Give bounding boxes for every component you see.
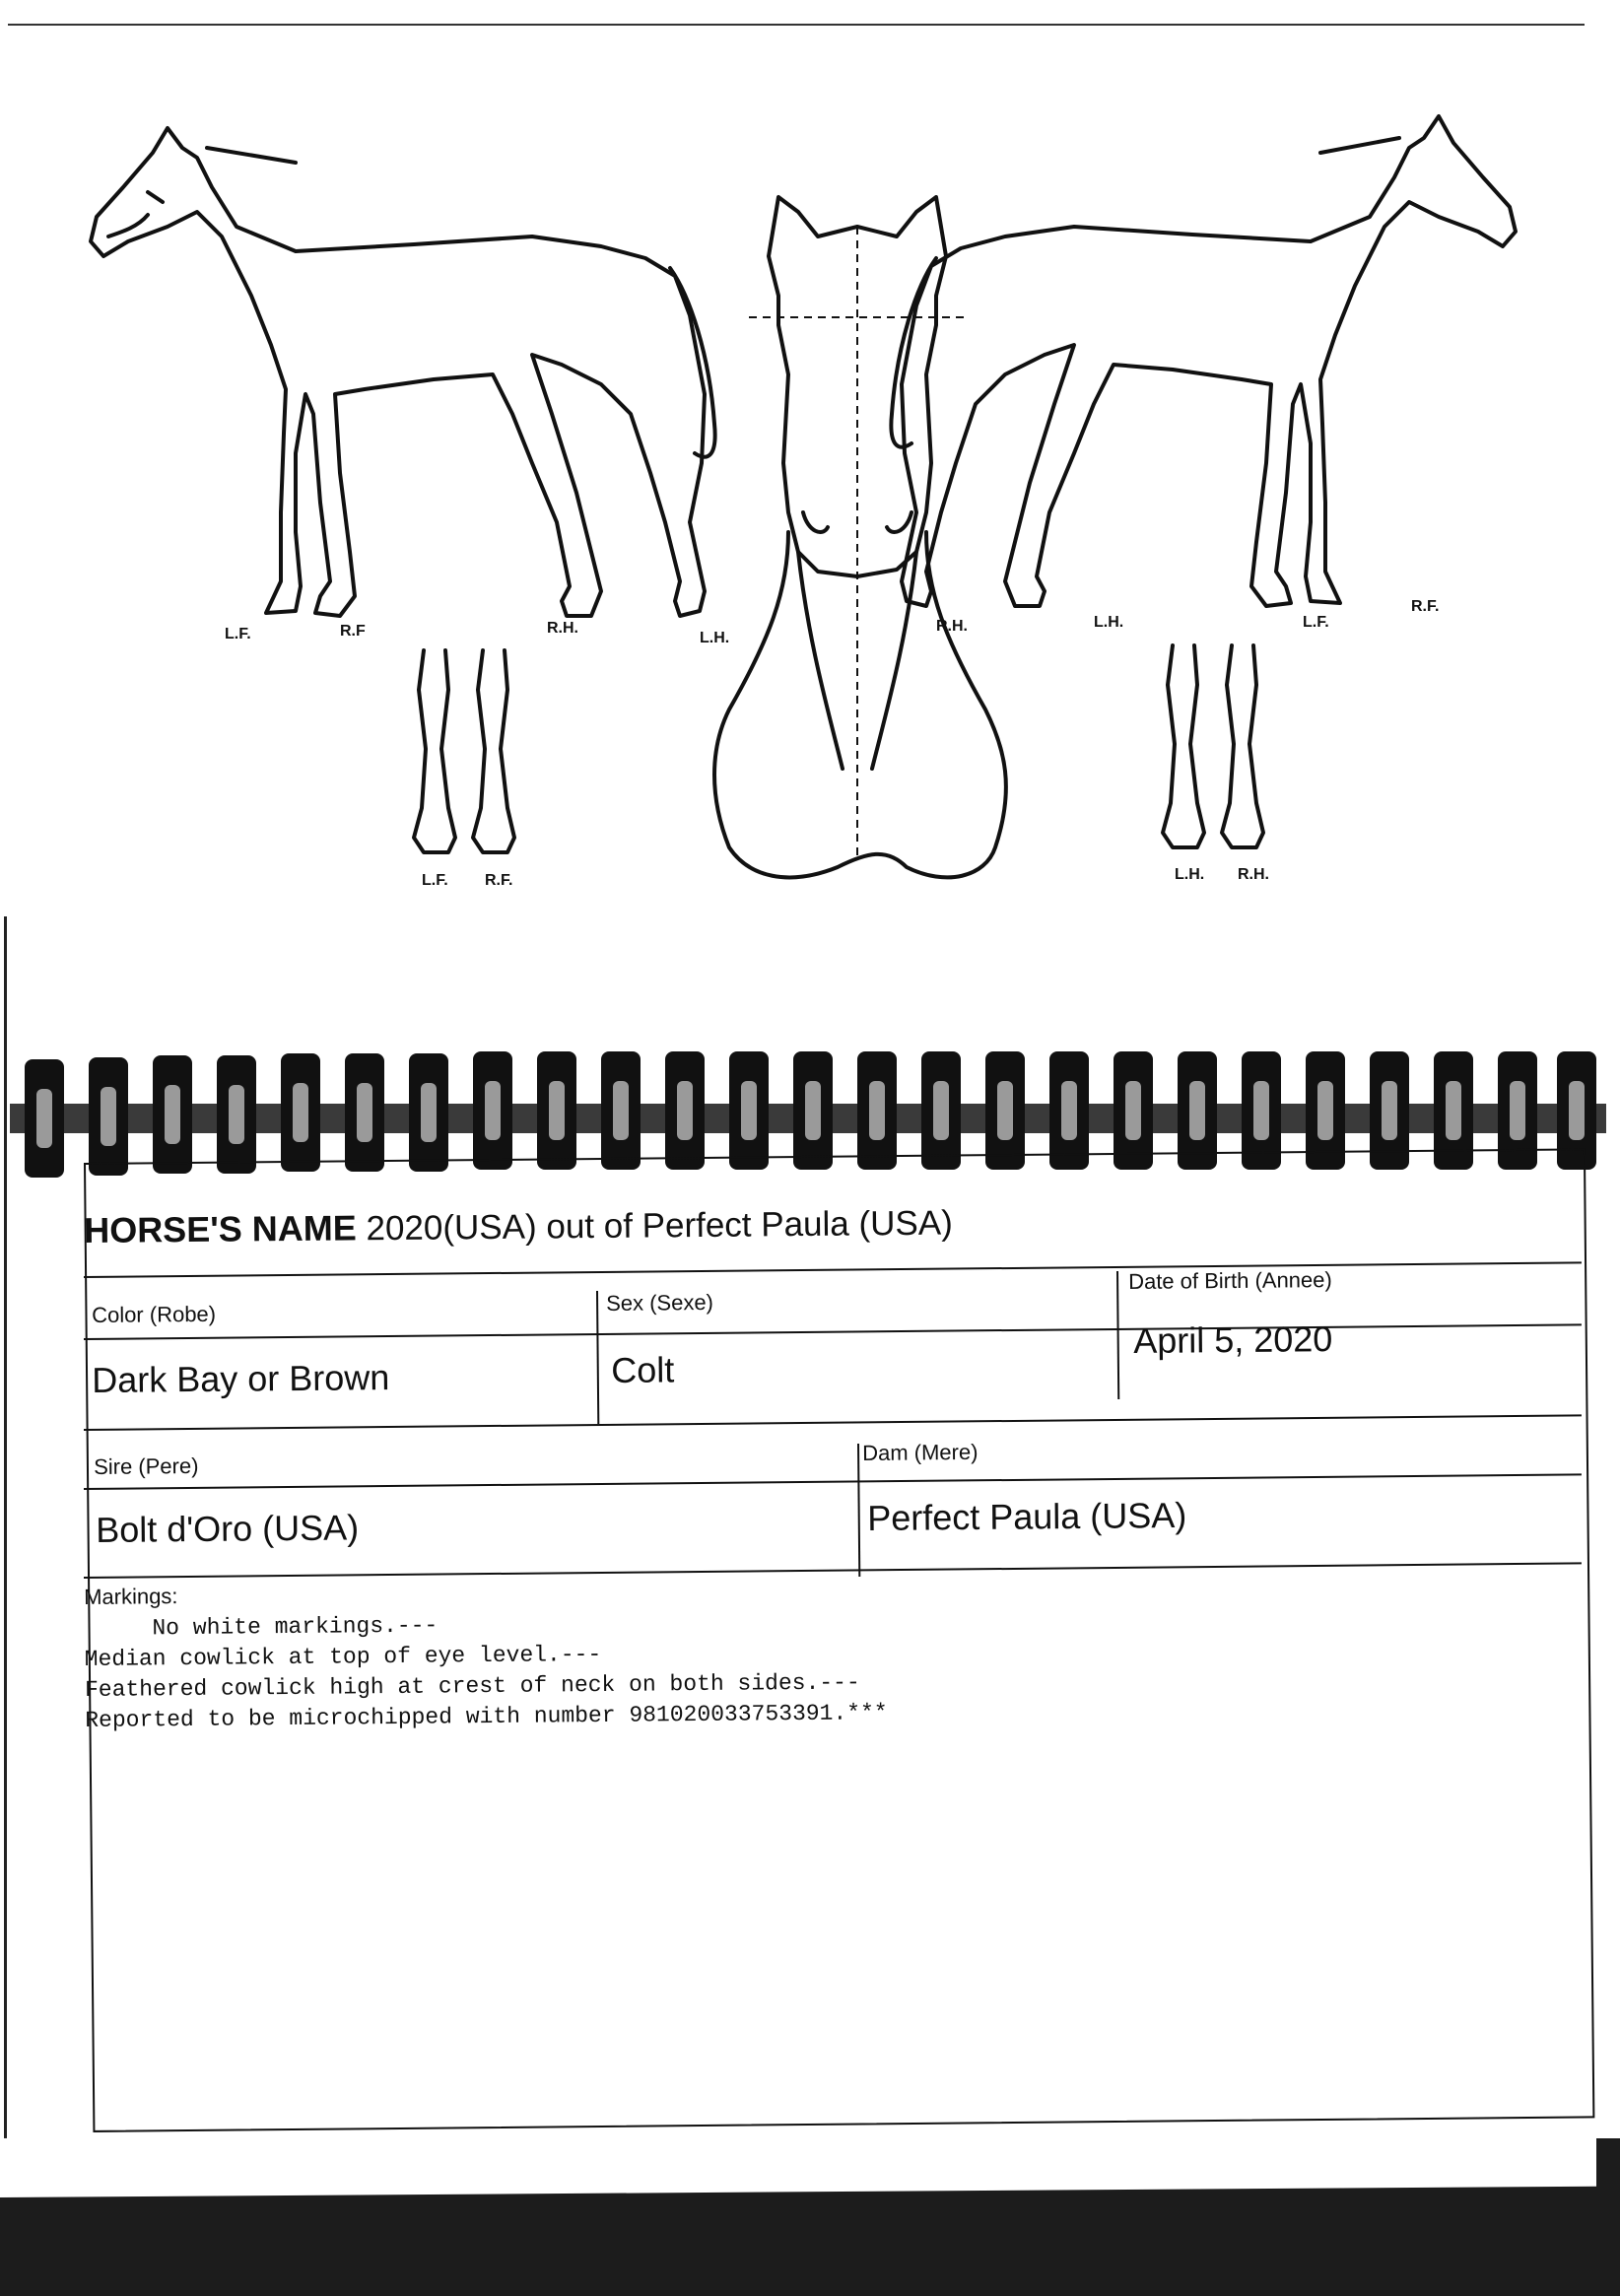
label-right-legs-rh: R.H. [1238,866,1269,883]
legs-hind-outline [1163,645,1263,847]
markings-text [84,1606,887,1736]
dob-value: April 5, 2020 [1133,1318,1333,1361]
markings-line: No white markings.--- [84,1612,439,1642]
color-label: Color (Robe) [92,1301,217,1327]
legs-front-outline [414,650,514,852]
label-left-side-rf: R.F [340,623,366,640]
label-right-side-rh: R.H. [936,618,968,635]
label-right-legs-lh: L.H. [1175,866,1205,883]
identification-card [84,1163,1591,2133]
sire-value: Bolt d'Oro (USA) [96,1507,360,1550]
horse-name-title [84,1202,953,1251]
horse-diagrams [0,0,1620,1054]
label-left-legs-lf: L.F. [422,872,448,889]
sex-value: Colt [611,1349,675,1390]
label-left-legs-rf: R.F. [485,872,513,889]
page-left-edge [4,916,7,2197]
markings-section [84,1577,888,1736]
horse-head-front-outline [714,197,1006,877]
label-right-side-rf: R.F. [1411,598,1440,615]
dam-label: Dam (Mere) [862,1439,979,1465]
label-left-side-rh: R.H. [547,620,578,637]
color-value: Dark Bay or Brown [92,1357,390,1400]
label-right-side-lf: L.F. [1303,614,1329,631]
label-left-side-lf: L.F. [225,626,251,642]
markings-line: Reported to be microchipped with number 981020033753391.*** [85,1700,888,1733]
sex-label: Sex (Sexe) [606,1289,714,1316]
page-bottom-edge [0,2127,1596,2197]
horse-name-value: 2020(USA) out of Perfect Paula (USA) [366,1203,953,1249]
markings-line: Median cowlick at top of eye level.--- [84,1641,602,1672]
sire-label: Sire (Pere) [94,1452,199,1479]
markings-line: Feathered cowlick high at crest of neck on both sides.--- [84,1669,860,1703]
horse-name-label: HORSE'S NAME [84,1207,357,1250]
label-left-side-lh: L.H. [700,630,730,646]
dob-label: Date of Birth (Annee) [1128,1267,1332,1294]
markings-label: Markings: [84,1584,178,1609]
dam-value: Perfect Paula (USA) [867,1494,1187,1538]
horse-right-side-outline [891,116,1516,606]
label-right-side-lh: L.H. [1094,614,1124,631]
horse-left-side-outline [91,128,715,616]
